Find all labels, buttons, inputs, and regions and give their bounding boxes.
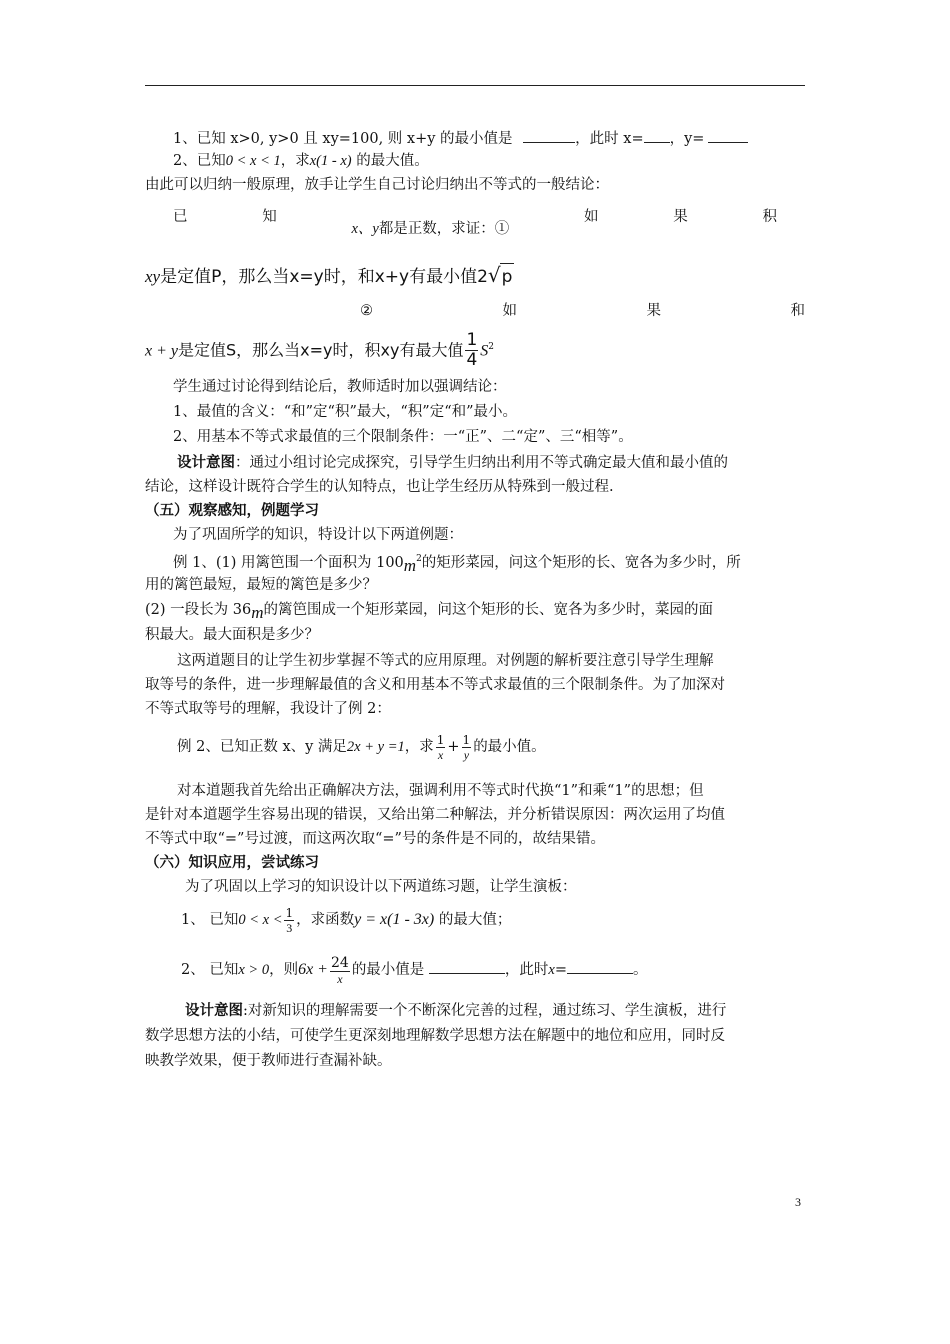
exercise-1-y: ，y= <box>669 131 705 147</box>
example-1a-line <box>145 548 805 574</box>
fraction-numerator: 1 <box>462 732 471 747</box>
unit-m: m <box>251 603 264 622</box>
exercise-1-mid: ，此时 x= <box>575 131 644 147</box>
conclusion-1-line <box>145 262 805 290</box>
answer-blank <box>644 128 670 143</box>
example-text: (2) 一段长为 36 <box>145 602 252 618</box>
practice-2-condition: x > 0 <box>238 962 270 978</box>
practice-1-line <box>145 902 805 938</box>
section-5-heading: （五）观察感知，例题学习 <box>145 502 319 519</box>
unit-m: m <box>403 555 417 575</box>
conclusion-2-line <box>145 330 805 369</box>
fraction-1-over-y <box>462 734 472 761</box>
circled-2: ② <box>360 303 373 319</box>
section-6-intro: 为了巩固以上学习的知识设计以下两道练习题，让学生演板： <box>185 879 577 895</box>
induction-line: 由此可以归纳一般原理，放手让学生自己讨论归纳出不等式的一般结论： <box>145 177 609 193</box>
practice-text: ，则 <box>269 962 299 978</box>
fraction-denominator: x <box>337 971 343 986</box>
exercise-1-line <box>145 128 805 150</box>
practice-1-condition: 0 < x < <box>238 912 283 928</box>
exercise-1-text: 1、已知 x>0, y>0 且 xy=100, 则 x+y 的最小值是 <box>173 131 513 147</box>
practice-text: 的最大值； <box>438 912 512 928</box>
practice-1-function: y = x(1 - 3x) <box>354 911 435 928</box>
known-char: 如 <box>584 209 599 225</box>
example-text: ，求 <box>404 739 434 755</box>
exercise-2-line <box>145 150 805 172</box>
exercise-2-text: ，求 <box>280 153 310 169</box>
intent-2-line-1 <box>145 1000 805 1022</box>
example-text: 的最小值。 <box>473 739 546 755</box>
paragraph-1-line-2: 取等号的条件，进一步理解最值的含义和用基本不等式求最值的三个限制条件。为了加深对 <box>145 677 725 693</box>
exercise-2-expression: x(1 - x) <box>309 153 352 169</box>
known-char: 积 <box>762 209 777 225</box>
header-rule <box>145 85 805 86</box>
known-char: 已 <box>173 209 188 225</box>
fraction-numerator: 1 <box>466 330 478 351</box>
paragraph-2-line-1: 对本道题我首先给出正确解决方法，强调利用不等式时代换“1”和乘“1”的思想；但 <box>177 783 704 799</box>
conclusion-2-sum: x + y <box>145 342 178 360</box>
known-line <box>145 206 805 237</box>
intent-text: ：通过小组讨论完成探究，引导学生归纳出利用不等式确定最大值和最小值的 <box>235 455 728 471</box>
conclusion-2-S: S <box>480 342 489 360</box>
answer-blank <box>523 128 575 143</box>
paragraph-2-line-3: 不等式中取“=”号过渡，而这两次取“=”号的条件是不同的，故结果错。 <box>145 831 605 847</box>
known-char: 果 <box>673 209 688 225</box>
exercise-2-condition: 0 < x < 1 <box>225 153 281 169</box>
conclusion-1-text: 是定值 <box>160 267 212 287</box>
practice-text: 1、 已知 <box>181 912 239 928</box>
practice-2-x: x <box>548 962 555 978</box>
fraction-numerator: 24 <box>330 954 349 971</box>
fraction-denominator: 4 <box>466 350 478 371</box>
point-2: 2、用基本不等式求最值的三个限制条件：一“正”、二“定”、三“相等”。 <box>173 429 633 445</box>
conclusion-2-text: S，那么当x=y时，积xy有最大值 <box>226 340 464 360</box>
fraction-numerator: 1 <box>285 905 294 920</box>
known-char: 果 <box>646 303 661 319</box>
sqrt-radicand: p <box>500 263 515 290</box>
conclusion-2-exponent: 2 <box>488 342 495 352</box>
exercise-2-text: 的最大值。 <box>356 153 429 169</box>
sqrt-icon: √ <box>487 263 501 287</box>
paragraph-1-line-1: 这两道题目的让学生初步掌握不等式的应用原理。对例题的解析要注意引导学生理解 <box>177 653 714 669</box>
answer-blank <box>429 959 505 974</box>
example-text: 的矩形菜园，问这个矩形的长、宽各为多少时，所 <box>421 554 741 571</box>
intent-line-1 <box>145 452 805 474</box>
practice-2-expression: 6x + <box>298 961 328 978</box>
paragraph-1-line-3: 不等式取等号的理解，我设计了例 2： <box>145 701 391 717</box>
page-number: 3 <box>795 1195 801 1209</box>
section-6-heading: （六）知识应用，尝试练习 <box>145 854 319 871</box>
example-text: 例 2、已知正数 x、y 满足 <box>177 739 347 755</box>
practice-text: 的最小值是 <box>351 962 425 978</box>
plus-sign: + <box>447 739 460 755</box>
conclusion-2-header <box>145 300 805 322</box>
example-text: 的篱笆围成一个矩形菜园，问这个矩形的长、宽各为多少时，菜园的面 <box>263 602 713 618</box>
intent-text: :对新知识的理解需要一个不断深化完善的过程，通过练习、学生演板，进行 <box>243 1003 727 1019</box>
fraction-denominator: 3 <box>286 920 293 935</box>
known-char: 如 <box>502 303 517 319</box>
known-statement <box>351 218 509 240</box>
answer-blank <box>567 959 633 974</box>
practice-2-line <box>145 952 805 988</box>
fraction-one-quarter <box>465 332 478 369</box>
exercise-2-text: 2、已知 <box>173 153 226 169</box>
example-2-equation: 2x + y =1 <box>346 739 405 755</box>
fraction-24-over-x <box>330 956 350 985</box>
answer-blank <box>708 128 748 143</box>
intent-line-2: 结论，这样设计既符合学生的认知特点，也让学生经历从特殊到一般过程. <box>145 479 614 495</box>
stress-line: 学生通过讨论得到结论后，教师适时加以强调结论： <box>173 379 507 395</box>
intent-label: 设计意图 <box>177 454 235 471</box>
conclusion-1-xy: xy <box>145 267 161 286</box>
intent-label: 设计意图 <box>185 1002 243 1019</box>
example-1b-line-2: 积最大。最大面积是多少？ <box>145 627 319 643</box>
practice-text: 2、 已知 <box>181 962 239 978</box>
paragraph-2-line-2: 是针对本道题学生容易出现的错误，又给出第二种解法，并分析错误原因：两次运用了均值 <box>145 807 725 823</box>
conclusion-1-text: P，那么当x=y时，和x+y有最小值2 <box>211 267 488 287</box>
known-char: 和 <box>790 303 805 319</box>
fraction-denominator: x <box>437 747 444 762</box>
section-5-intro: 为了巩固所学的知识，特设计以下两道例题： <box>173 527 463 543</box>
practice-text: 。 <box>633 962 648 978</box>
example-1b-line <box>145 598 805 621</box>
example-2-line <box>145 732 805 762</box>
unit-exponent: 2 <box>416 554 422 564</box>
intent-2-line-3: 映教学效果，便于教师进行查漏补缺。 <box>145 1053 392 1069</box>
fraction-numerator: 1 <box>436 732 445 747</box>
known-text: 都是正数，求证：① <box>378 221 510 237</box>
example-text: 例 1、(1) 用篱笆围一个面积为 100 <box>173 554 404 571</box>
known-char: 知 <box>262 209 277 225</box>
fraction-1-over-x <box>436 734 446 761</box>
point-1: 1、最值的含义：“和”定“积”最大，“积”定“和”最小。 <box>173 404 518 420</box>
practice-text: ，此时 <box>504 962 549 978</box>
example-1a-line-2: 用的篱笆最短，最短的篱笆是多少？ <box>145 577 377 593</box>
practice-text: = <box>554 962 568 978</box>
intent-2-line-2: 数学思想方法的小结，可使学生更深刻地理解数学思想方法在解题中的地位和应用，同时反 <box>145 1028 725 1044</box>
practice-text: ，求函数 <box>296 912 355 928</box>
conclusion-2-text: 是定值 <box>178 340 227 360</box>
fraction-one-third <box>284 907 294 934</box>
known-vars: x、y <box>351 221 379 237</box>
fraction-denominator: y <box>463 747 470 762</box>
